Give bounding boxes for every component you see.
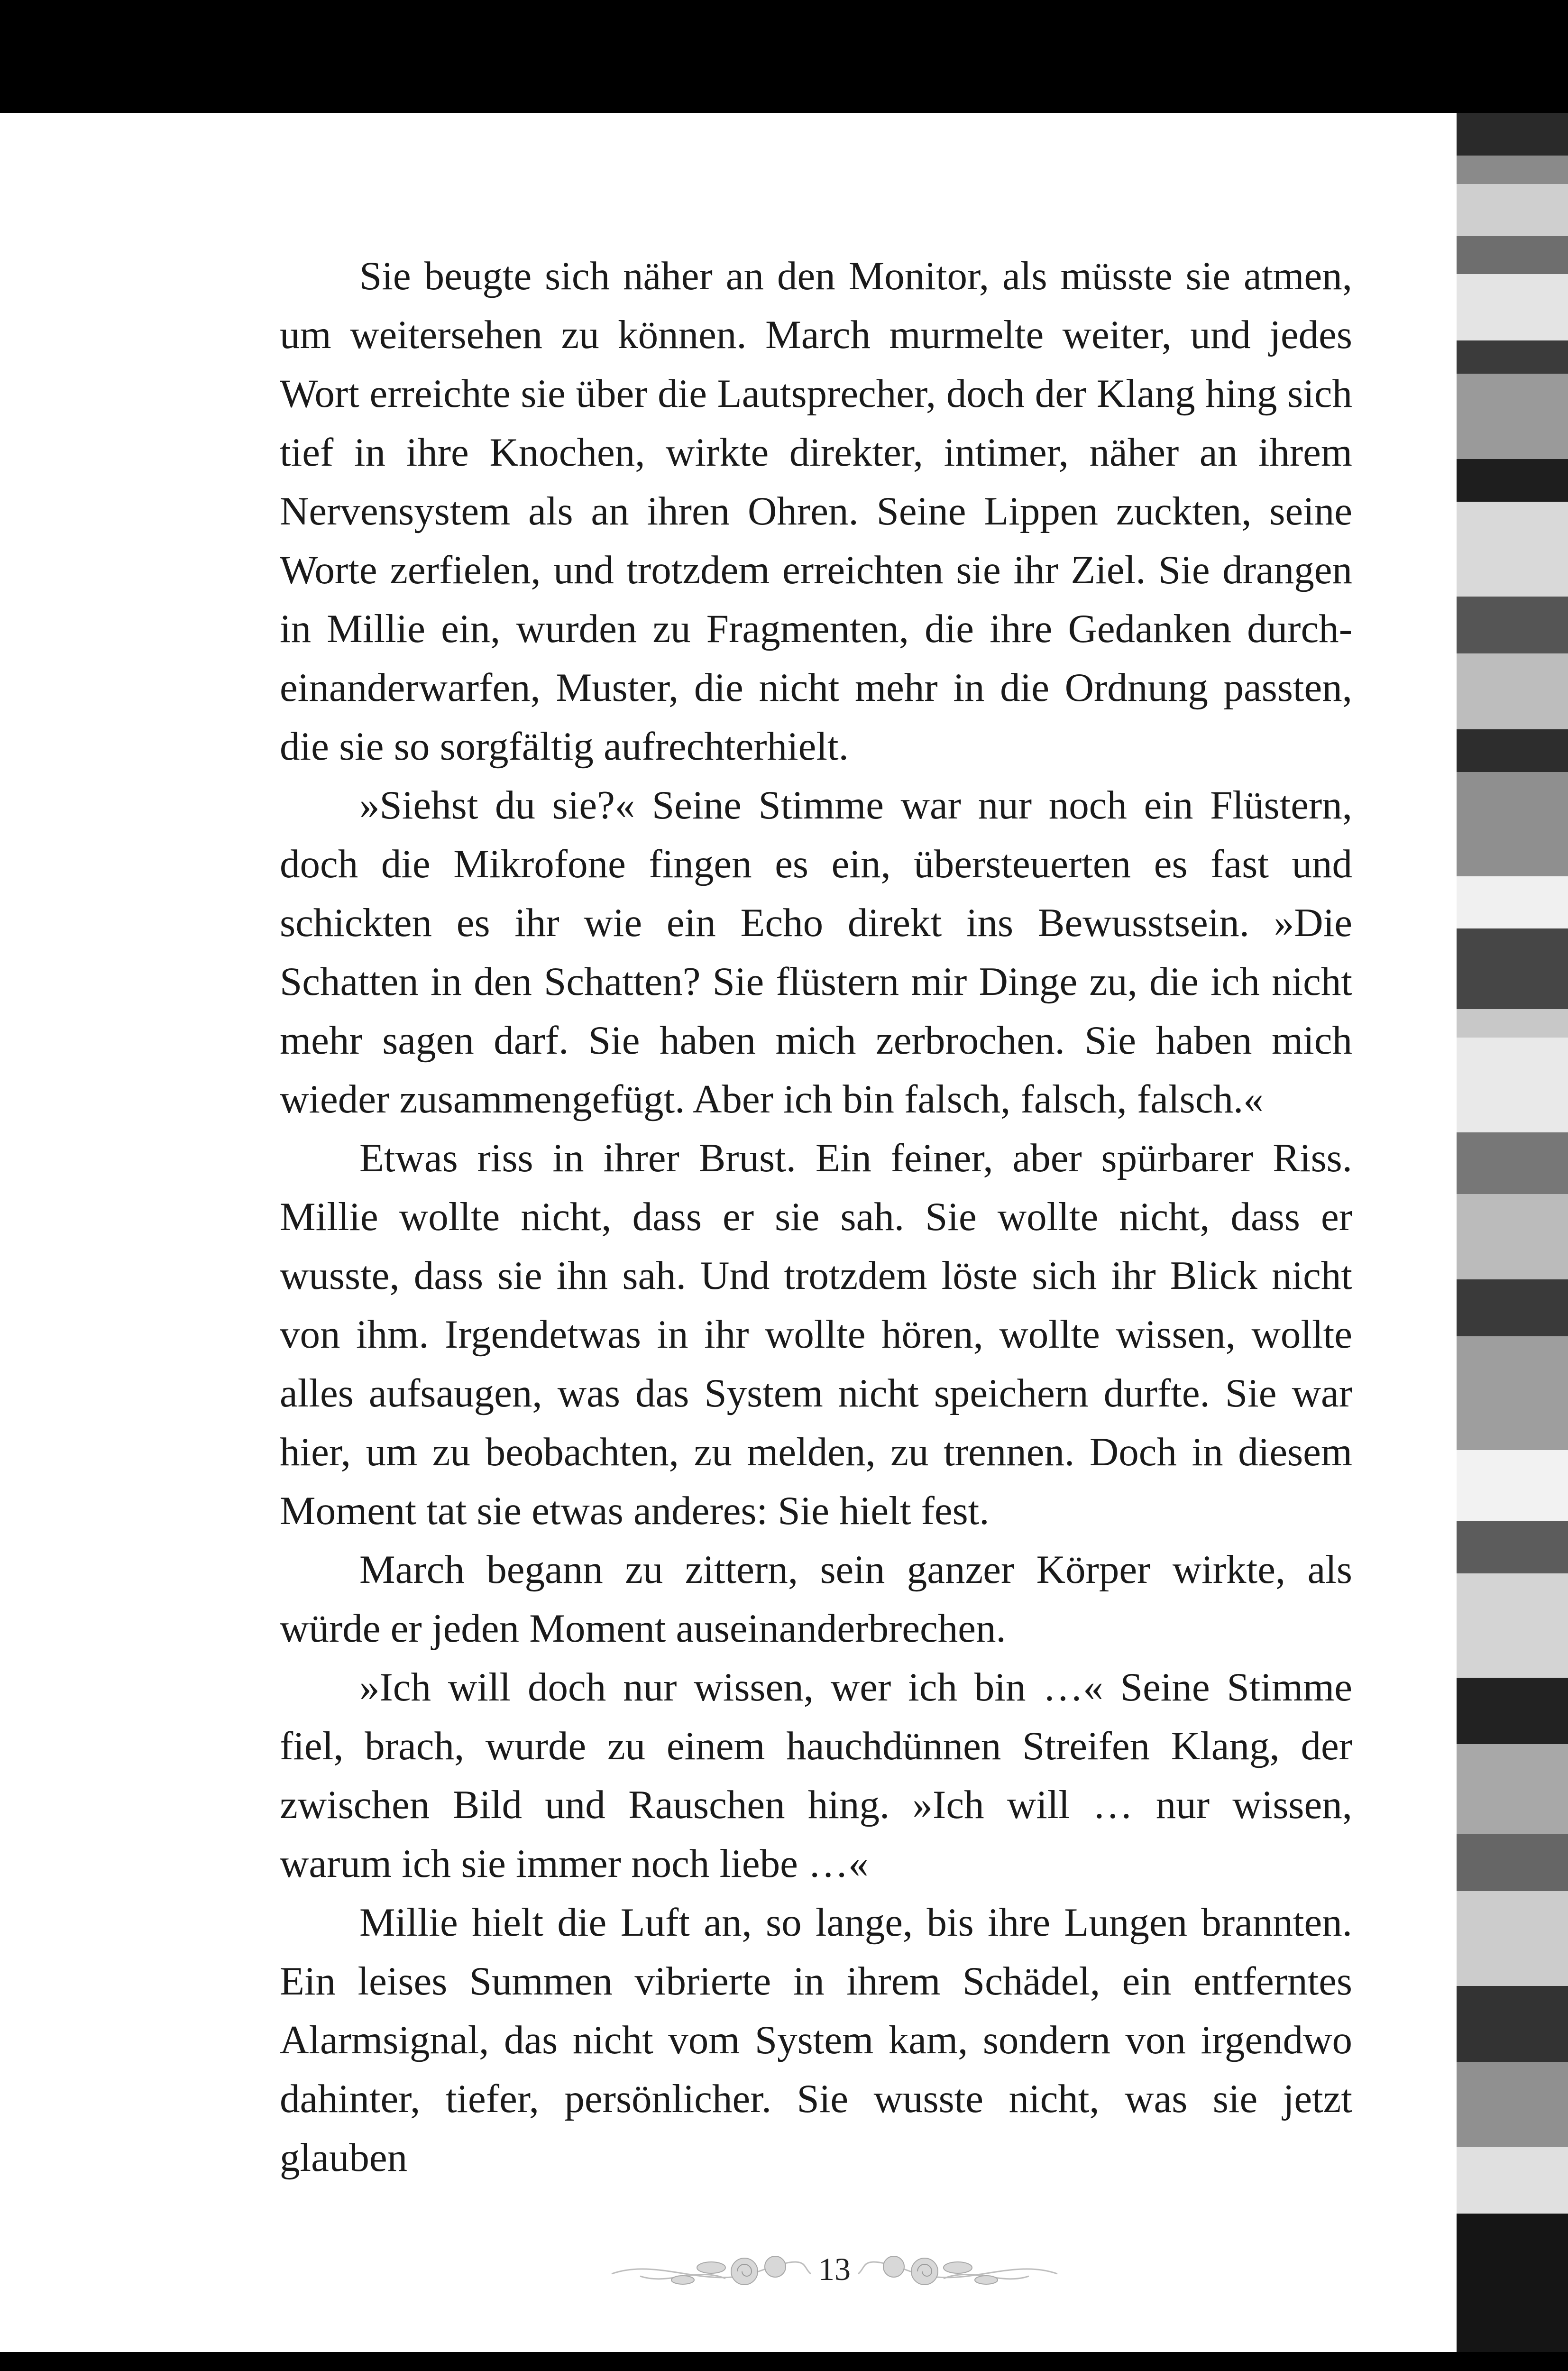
paragraph: Sie beugte sich näher an den Monitor, als müsste sie atmen, um weitersehen zu können. March murmelte weiter, und jedes Wort erreichte sie über die Lautsprecher, doch der Klang hing sich tief in ihre Knochen, wirkte direkter, intimer, näher an ihrem Nervensystem als an ihren Ohren. Seine Lippen zuckten, seine Worte zerfielen, und trotzdem erreichten sie ihr Ziel. Sie drangen in Millie ein, wurden zu Fragmenten, die ihre Gedanken durcheinanderwarfen, Muster, die nicht mehr in die Ordnung passten, die sie so sorgfältig aufrechterhielt.: [280, 254, 1352, 769]
body-text: [280, 247, 1352, 2187]
paragraph: Etwas riss in ihrer Brust. Ein feiner, aber spürbarer Riss. Millie wollte nicht, dass er sie sah. Sie wollte nicht, dass er wusste, dass sie ihn sah. Und trotzdem löste sich ihr Blick nicht von ihm. Irgendetwas in ihr wollte hören, wollte wissen, wollte alles aufsaugen, was das System nicht speichern durfte. Sie war hier, um zu beobachten, zu melden, zu trennen. Doch in diesem Moment tat sie etwas anderes: Sie hielt fest.: [280, 1136, 1352, 1533]
paragraph: »Siehst du sie?« Seine Stimme war nur noch ein Flüstern, doch die Mikrofone fingen es ein, übersteuerten es fast und schickten es ihr wie ein Echo direkt ins Bewusstsein. »Die Schatten in den Schatten? Sie flüstern mir Dinge zu, die ich nicht mehr sagen darf. Sie haben mich zerbrochen. Sie haben mich wieder zusammengefügt. Aber ich bin falsch, falsch, falsch.«: [280, 783, 1352, 1121]
paragraph: Millie hielt die Luft an, so lange, bis ihre Lungen brannten. Ein leises Summen vibrierte in ihrem Schädel, ein entferntes Alarmsignal, das nicht vom System kam, sondern von irgendwo dahinter, tiefer, persönlicher. Sie wusste nicht, was sie jetzt glauben: [280, 1900, 1352, 2180]
bottom-black-bar: [0, 2352, 1568, 2371]
page-footer: [602, 2238, 1067, 2309]
page-number: 13: [818, 2251, 851, 2287]
paragraph: »Ich will doch nur wissen, wer ich bin …« Seine Stimme fiel, brach, wurde zu einem hauchdünnen Streifen Klang, der zwischen Bild und Rauschen hing. »Ich will … nur wissen, warum ich sie immer noch liebe …«: [280, 1665, 1352, 1886]
page-edge-glitch-strip: [1457, 113, 1568, 2352]
top-black-bar: [0, 0, 1568, 113]
paragraph: March begann zu zittern, sein ganzer Körper wirkte, als würde er jeden Moment auseinanderbrechen.: [280, 1547, 1352, 1651]
